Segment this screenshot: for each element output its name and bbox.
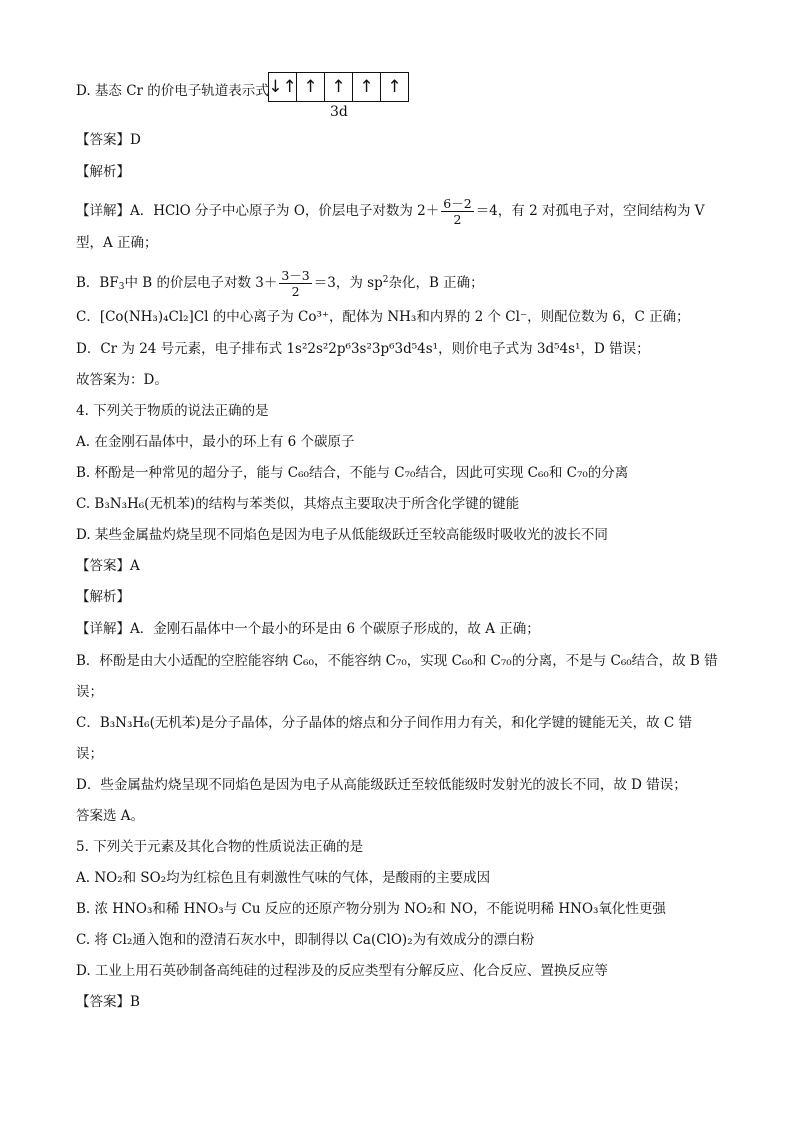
orbital-arrows: ↑: [303, 76, 318, 97]
q3-conclusion: 故答案为：D。: [76, 372, 168, 388]
orbital-box: [353, 73, 381, 101]
q4-analysis: 【解析】: [76, 589, 130, 605]
q4-detail-b-cont: 误；: [76, 684, 103, 700]
q4-option-a: A. 在金刚石晶体中，最小的环上有 6 个碳原子: [76, 434, 355, 450]
q5-option-b: B. 浓 HNO₃和稀 HNO₃与 Cu 反应的还原产物分别为 NO₂和 NO，不能说明稀 HNO₃氧化性更强: [76, 901, 666, 917]
q4-stem: 4. 下列关于物质的说法正确的是: [76, 403, 269, 419]
q3-answer: 【答案】D: [76, 132, 141, 148]
denominator: 2: [291, 284, 300, 299]
q5-option-a: A. NO₂和 SO₂均为红棕色且有刺激性气味的气体，是酸雨的主要成因: [76, 870, 491, 886]
orbital-label: 3d: [330, 104, 348, 120]
q4-conclusion: 答案选 A。: [76, 808, 145, 824]
q5-stem: 5. 下列关于元素及其化合物的性质说法正确的是: [76, 839, 364, 855]
q5-answer: 【答案】B: [76, 994, 140, 1010]
q4-option-c: C. B₃N₃H₆(无机苯)的结构与苯类似，其熔点主要取决于所含化学键的键能: [76, 496, 520, 512]
orbital-box: [381, 73, 408, 101]
orbital-diagram: [268, 72, 409, 102]
q3-detail-c: C．[Co(NH₃)₄Cl₂]Cl 的中心离子为 Co³⁺，配体为 NH₃和内界的 2 个 Cl⁻，则配位数为 6，C 正确；: [76, 309, 690, 325]
q4-detail-d: D．些金属盐灼烧呈现不同焰色是因为电子从高能级跃迁至较低能级时发射光的波长不同，故 D 错误；: [76, 777, 687, 793]
q5-option-c: C. 将 Cl₂通入饱和的澄清石灰水中，即制得以 Ca(ClO)₂为有效成分的漂白粉: [76, 932, 535, 948]
text: 中 B 的价层电子对数: [124, 275, 251, 291]
q4-detail-b: B．杯酚是由大小适配的空腔能容纳 C₆₀，不能容纳 C₇₀，实现 C₆₀和 C₇₀的分离，不是与 C₆₀结合，故 B 错: [76, 653, 718, 669]
q3-detail-a: [76, 196, 705, 227]
q4-option-d: D. 某些金属盐灼烧呈现不同焰色是因为电子从低能级跃迁至较高能级时吸收光的波长不同: [76, 527, 608, 543]
orbital-box: [325, 73, 353, 101]
q3-detail-a-cont: 型，A 正确；: [76, 235, 158, 251]
text: 杂化，B 正确；: [388, 275, 484, 291]
denominator: 2: [453, 212, 462, 227]
option-d-text: D. 基态 Cr 的价电子轨道表示式: [76, 83, 269, 99]
q5-option-d: D. 工业上用石英砂制备高纯硅的过程涉及的反应类型有分解反应、化合反应、置换反应等: [76, 963, 608, 979]
orbital-arrows: ↓↑: [268, 76, 297, 97]
q3-detail-b: [76, 268, 484, 299]
text: B．BF: [76, 275, 119, 291]
subscript: 3: [118, 282, 125, 292]
numerator: 3－3: [281, 268, 310, 283]
text: 【详解】A．HClO 分子中心原子为 O，价层电子对数为: [76, 203, 413, 219]
plus-sign: 3＋: [250, 275, 278, 291]
orbital-arrows: ↑: [359, 76, 374, 97]
q3-analysis: 【解析】: [76, 164, 130, 180]
q4-detail-c-cont: 误；: [76, 746, 103, 762]
q4-detail-a: 【详解】A．金刚石晶体中一个最小的环是由 6 个碳原子形成的，故 A 正确；: [76, 621, 540, 637]
q4-answer: 【答案】A: [76, 558, 140, 574]
text: ＝4，有 2 对孤电子对，空间结构为 V: [475, 203, 705, 219]
orbital-arrows: ↑: [387, 76, 402, 97]
fraction: [441, 196, 473, 227]
numerator: 6－2: [443, 196, 472, 211]
superscript: 2: [382, 275, 389, 285]
q4-detail-c: C．B₃N₃H₆(无机苯)是分子晶体，分子晶体的熔点和分子间作用力有关，和化学键的键能无关，故 C 错: [76, 715, 693, 731]
q3-detail-d: D．Cr 为 24 号元素，电子排布式 1s²2s²2p⁶3s²3p⁶3d⁵4s¹，则价电子式为 3d⁵4s¹，D 错误；: [76, 341, 650, 357]
fraction: [279, 268, 311, 299]
plus-sign: 2＋: [412, 203, 440, 219]
orbital-box: [269, 73, 297, 101]
orbital-arrows: ↑: [331, 76, 346, 97]
q4-option-b: B. 杯酚是一种常见的超分子，能与 C₆₀结合，不能与 C₇₀结合，因此可实现 C₆₀和 C₇₀的分离: [76, 465, 629, 481]
text: ＝3，为 sp: [313, 275, 383, 291]
orbital-box: [297, 73, 325, 101]
